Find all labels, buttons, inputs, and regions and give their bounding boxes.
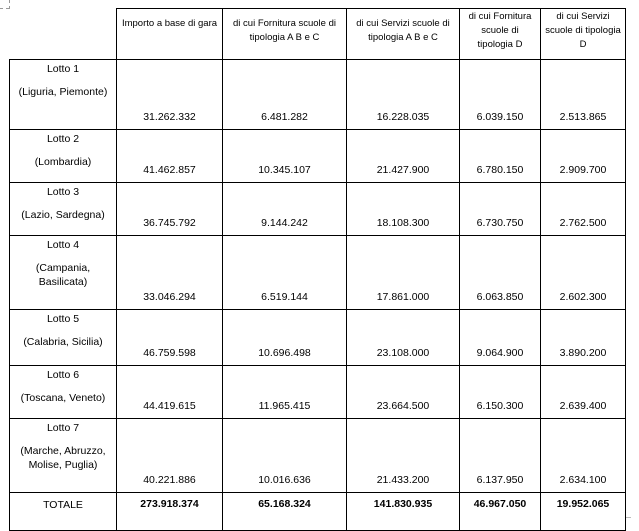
- lotto-regions: (Lazio, Sardegna): [21, 209, 105, 221]
- header-importo: Importo a base di gara: [117, 9, 223, 60]
- lotto-cell: [10, 130, 117, 183]
- table-row: [10, 130, 626, 183]
- value-cell: 46.759.598: [117, 310, 223, 366]
- value-cell: 6.137.950: [460, 419, 541, 493]
- lotto-regions: (Campania, Basilicata): [35, 262, 91, 288]
- value-cell: 21.433.200: [347, 419, 460, 493]
- lotto-cell: [10, 366, 117, 419]
- value-cell: 10.345.107: [223, 130, 347, 183]
- lotto-name: Lotto 4: [46, 239, 80, 251]
- value-cell: 2.762.500: [541, 183, 626, 236]
- value-cell: 10.696.498: [223, 310, 347, 366]
- lotto-name: Lotto 7: [46, 422, 80, 434]
- value-cell: 16.228.035: [347, 60, 460, 130]
- lotto-regions: (Calabria, Sicilia): [23, 336, 103, 348]
- header-row: [10, 9, 626, 60]
- value-cell: 2.602.300: [541, 236, 626, 310]
- lotto-name: Lotto 6: [46, 369, 80, 381]
- value-cell: 6.780.150: [460, 130, 541, 183]
- value-cell: 31.262.332: [117, 60, 223, 130]
- lotto-cell: [10, 183, 117, 236]
- lotto-name: Lotto 3: [46, 186, 80, 198]
- value-cell: 11.965.415: [223, 366, 347, 419]
- value-cell: 6.730.750: [460, 183, 541, 236]
- value-cell: 41.462.857: [117, 130, 223, 183]
- table-row: [10, 310, 626, 366]
- header-fornitura-d: di cui Fornitura scuole di tipologia D: [460, 9, 541, 60]
- value-cell: 9.144.242: [223, 183, 347, 236]
- value-cell: 6.039.150: [460, 60, 541, 130]
- value-cell: 44.419.615: [117, 366, 223, 419]
- value-cell: 9.064.900: [460, 310, 541, 366]
- lotto-regions: (Toscana, Veneto): [20, 392, 106, 404]
- total-value: 273.918.374: [117, 493, 223, 531]
- lotto-cell: [10, 419, 117, 493]
- table-row: [10, 60, 626, 130]
- value-cell: 17.861.000: [347, 236, 460, 310]
- lotto-name: Lotto 5: [46, 313, 80, 325]
- value-cell: 23.108.000: [347, 310, 460, 366]
- value-cell: 23.664.500: [347, 366, 460, 419]
- value-cell: 6.150.300: [460, 366, 541, 419]
- table-row: [10, 183, 626, 236]
- total-value: 19.952.065: [541, 493, 626, 531]
- table-row: [10, 419, 626, 493]
- lotto-name: Lotto 2: [46, 133, 80, 145]
- lotto-regions: (Marche, Abruzzo, Molise, Puglia): [20, 445, 106, 471]
- lotto-regions: (Lombardia): [34, 156, 92, 168]
- table-row: [10, 236, 626, 310]
- value-cell: 2.634.100: [541, 419, 626, 493]
- header-servizi-d: di cui Servizi scuole di tipologia D: [541, 9, 626, 60]
- value-cell: 18.108.300: [347, 183, 460, 236]
- lotti-table: [9, 8, 626, 531]
- value-cell: 40.221.886: [117, 419, 223, 493]
- header-cell-empty: [10, 9, 117, 60]
- total-label: TOTALE: [10, 493, 117, 531]
- lotto-regions: (Liguria, Piemonte): [18, 86, 108, 98]
- total-value: 141.830.935: [347, 493, 460, 531]
- lotto-cell: [10, 60, 117, 130]
- value-cell: 2.909.700: [541, 130, 626, 183]
- lotto-cell: [10, 236, 117, 310]
- corner-mark: [0, 8, 9, 9]
- value-cell: 36.745.792: [117, 183, 223, 236]
- value-cell: 2.513.865: [541, 60, 626, 130]
- total-value: 65.168.324: [223, 493, 347, 531]
- total-value: 46.967.050: [460, 493, 541, 531]
- header-servizi-abc: di cui Servizi scuole di tipologia A B e C: [347, 9, 460, 60]
- table-row: [10, 366, 626, 419]
- value-cell: 2.639.400: [541, 366, 626, 419]
- value-cell: 6.481.282: [223, 60, 347, 130]
- value-cell: 33.046.294: [117, 236, 223, 310]
- value-cell: 6.519.144: [223, 236, 347, 310]
- value-cell: 3.890.200: [541, 310, 626, 366]
- lotto-name: Lotto 1: [46, 63, 80, 75]
- value-cell: 21.427.900: [347, 130, 460, 183]
- value-cell: 10.016.636: [223, 419, 347, 493]
- header-fornitura-abc: di cui Fornitura scuole di tipologia A B e C: [223, 9, 347, 60]
- value-cell: 6.063.850: [460, 236, 541, 310]
- lotto-cell: [10, 310, 117, 366]
